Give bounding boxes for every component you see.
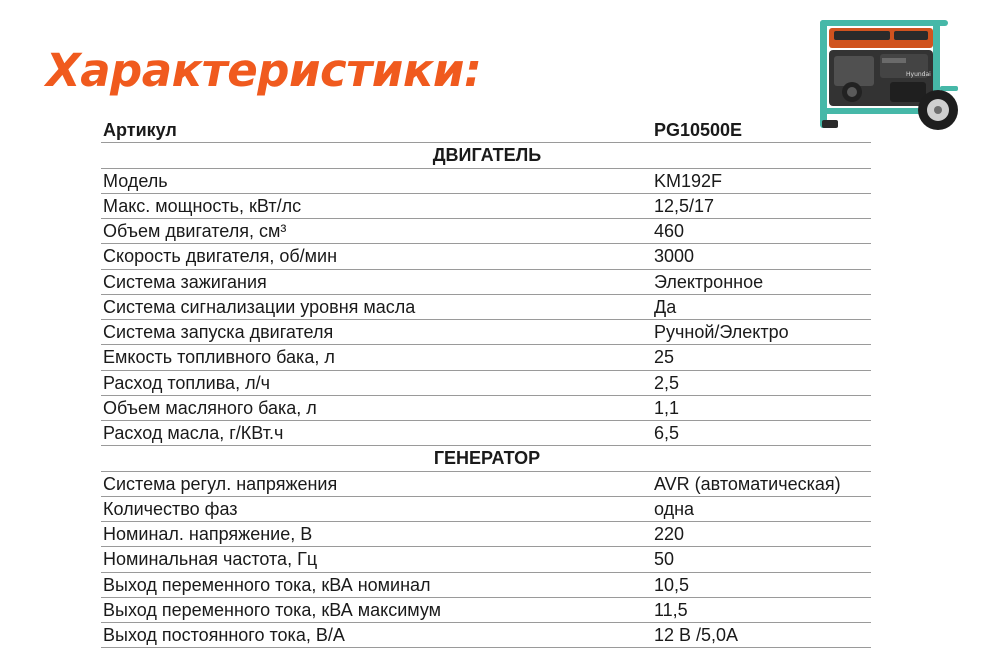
spec-value: 6,5	[652, 421, 871, 446]
spec-value: 10,5	[652, 572, 871, 597]
spec-row	[101, 294, 871, 319]
spec-value: 12,5/17	[652, 193, 871, 218]
spec-label: Номинал. напряжение, В	[101, 522, 652, 547]
spec-row	[101, 421, 871, 446]
spec-row	[101, 496, 871, 521]
spec-row	[101, 597, 871, 622]
page-title: Характеристики:	[46, 44, 482, 97]
spec-row	[101, 547, 871, 572]
spec-label: Макс. мощность, кВт/лс	[101, 193, 652, 218]
spec-row	[101, 345, 871, 370]
spec-row	[101, 269, 871, 294]
spec-row	[101, 522, 871, 547]
spec-row	[101, 219, 871, 244]
spec-value: 2,5	[652, 370, 871, 395]
spec-label: Выход переменного тока, кВА максимум	[101, 597, 652, 622]
spec-value: 50	[652, 547, 871, 572]
spec-value: AVR (автоматическая)	[652, 471, 871, 496]
spec-label: Выход переменного тока, кВА номинал	[101, 572, 652, 597]
header-label: Артикул	[101, 118, 652, 143]
spec-label: Объем масляного бака, л	[101, 395, 652, 420]
spec-label: Расход топлива, л/ч	[101, 370, 652, 395]
spec-row	[101, 168, 871, 193]
spec-label: Модель	[101, 168, 652, 193]
spec-value: 3000	[652, 244, 871, 269]
section-title: ДВИГАТЕЛЬ	[101, 143, 871, 168]
header-value: PG10500E	[652, 118, 871, 143]
section-title: ГЕНЕРАТОР	[101, 446, 871, 471]
spec-value: 25	[652, 345, 871, 370]
spec-value: Да	[652, 294, 871, 319]
spec-row	[101, 320, 871, 345]
spec-label: Система регул. напряжения	[101, 471, 652, 496]
spec-label: Емкость топливного бака, л	[101, 345, 652, 370]
spec-label: Система запуска двигателя	[101, 320, 652, 345]
spec-row	[101, 623, 871, 648]
spec-value: 12 В /5,0А	[652, 623, 871, 648]
spec-row	[101, 572, 871, 597]
spec-label: Скорость двигателя, об/мин	[101, 244, 652, 269]
spec-label: Количество фаз	[101, 496, 652, 521]
spec-value: 220	[652, 522, 871, 547]
spec-value: одна	[652, 496, 871, 521]
spec-label: Выход постоянного тока, В/А	[101, 623, 652, 648]
spec-value: Ручной/Электро	[652, 320, 871, 345]
spec-label: Объем двигателя, см³	[101, 219, 652, 244]
section-header-row	[101, 143, 871, 168]
spec-value: 11,5	[652, 597, 871, 622]
spec-label: Система сигнализации уровня масла	[101, 294, 652, 319]
spec-row	[101, 370, 871, 395]
spec-row	[101, 471, 871, 496]
spec-row	[101, 244, 871, 269]
spec-table	[101, 118, 871, 648]
spec-label: Расход масла, г/КВт.ч	[101, 421, 652, 446]
spec-value: KM192F	[652, 168, 871, 193]
table-header-row	[101, 118, 871, 143]
section-header-row	[101, 446, 871, 471]
spec-label: Номинальная частота, Гц	[101, 547, 652, 572]
spec-value: 460	[652, 219, 871, 244]
generator-brand-label: Hyundai	[906, 71, 931, 78]
spec-value: 1,1	[652, 395, 871, 420]
spec-row	[101, 193, 871, 218]
generator-product-image	[812, 16, 962, 134]
spec-value: Электронное	[652, 269, 871, 294]
spec-row	[101, 395, 871, 420]
spec-label: Система зажигания	[101, 269, 652, 294]
